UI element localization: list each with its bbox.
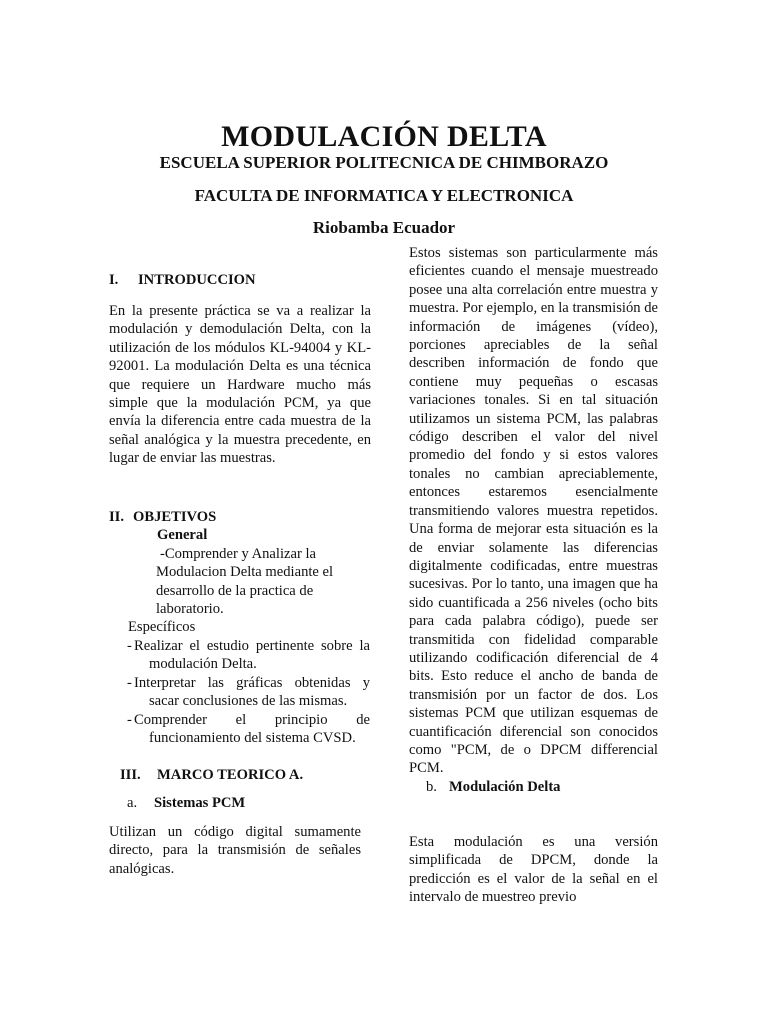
section-1-title: INTRODUCCION [138, 272, 256, 288]
intro-paragraph: En la presente práctica se va a realizar la modulación y demodulación Delta, con la utilización de los módulos KL-94004 y KL-92001. La modulación Delta es una técnica que requiere un Hardware mucho más simple que la modulación PCM, ya que envía la diferencia entre cada muestra de la señal analógica y la muestra precedente, en lugar de enviar las muestras. [109, 303, 371, 467]
specific-item-line: Comprender el principio de [134, 712, 370, 728]
section-2-number: II. [109, 509, 125, 525]
specific-item-line: sacar conclusiones de las mismas. [149, 693, 348, 710]
general-line: laboratorio. [156, 601, 224, 618]
subsection-b-heading [426, 779, 560, 796]
section-2-heading [109, 509, 216, 526]
pcm-explanation-paragraph: Estos sistemas son particularmente más eficientes cuando el mensaje muestreado posee una alta correlación entre muestra y muestra. Por ejemplo, en la transmisión de información de imágenes (vídeo), porciones apreciables de la señal describen información de fondo que contiene muy pequeñas o escasas variaciones tonales. Si en tal situación utilizamos un sistema PCM, las palabras código describen el valor del nivel promedio del fondo y si estos valores tonales no cambian apreciablemente, entonces estaremos esencialmente transmitiendo valores muestra repetidos. Una forma de mejorar esta situación es la de enviar solamente las diferencias digitalmente codificadas, entre muestras sucesivas. Por lo tanto, una imagen que ha sido cuantificada a 256 niveles (ocho bits para cada palabra código), puede ser transmitida con fidelidad comparable utilizando codificación diferencial de 4 bits. Esto reduce el ancho de banda de transmisión por un factor de dos. Los sistemas PCM que utilizan esquemas de cuantificación diferencial son conocidos como "PCM, de o DPCM differencial PCM. [409, 245, 658, 777]
location: Riobamba Ecuador [312, 218, 456, 237]
specific-item-line: Interpretar las gráficas obtenidas y [134, 675, 370, 691]
pcm-intro-paragraph: Utilizan un código digital sumamente directo, para la transmisión de señales analógicas. [109, 824, 361, 877]
section-3-heading [120, 767, 303, 784]
section-2-title: OBJETIVOS [133, 509, 217, 525]
dash-marker: - [127, 675, 132, 691]
section-3-title: MARCO TEORICO A. [157, 767, 304, 783]
specific-item-line: modulación Delta. [149, 656, 257, 673]
institution-name: ESCUELA SUPERIOR POLITECNICA DE CHIMBORAZO [159, 153, 609, 172]
delta-modulation-paragraph: Esta modulación es una versión simplificada de DPCM, donde la predicción es el valor de la señal en el intervalo de muestreo previo [409, 834, 658, 906]
general-label: General [157, 527, 208, 543]
general-line: desarrollo de la practica de [156, 582, 314, 599]
section-3-number: III. [120, 767, 141, 783]
general-objective [156, 545, 376, 619]
section-1-heading [109, 272, 256, 289]
dash-marker: - [127, 712, 132, 728]
dash-marker: - [127, 638, 132, 654]
general-line: -Comprender y Analizar la [160, 546, 317, 562]
specific-item [127, 637, 370, 674]
paper-title: MODULACIÓN DELTA [221, 120, 547, 153]
subsection-a-heading [127, 795, 245, 812]
specific-label: Específicos [128, 619, 196, 635]
subsection-b-title: Modulación Delta [449, 779, 561, 795]
subsection-b-label: b. [426, 779, 437, 795]
specific-item-line: Realizar el estudio pertinente sobre la [134, 638, 370, 654]
subsection-a-label: a. [127, 795, 138, 811]
faculty-name: FACULTA DE INFORMATICA Y ELECTRONICA [194, 186, 574, 205]
specific-item-line: funcionamiento del sistema CVSD. [149, 730, 356, 747]
section-1-number: I. [109, 272, 119, 288]
general-line: Modulacion Delta mediante el [156, 564, 334, 581]
specific-item [127, 674, 370, 711]
specific-item [127, 711, 370, 748]
subsection-a-title: Sistemas PCM [154, 795, 246, 811]
